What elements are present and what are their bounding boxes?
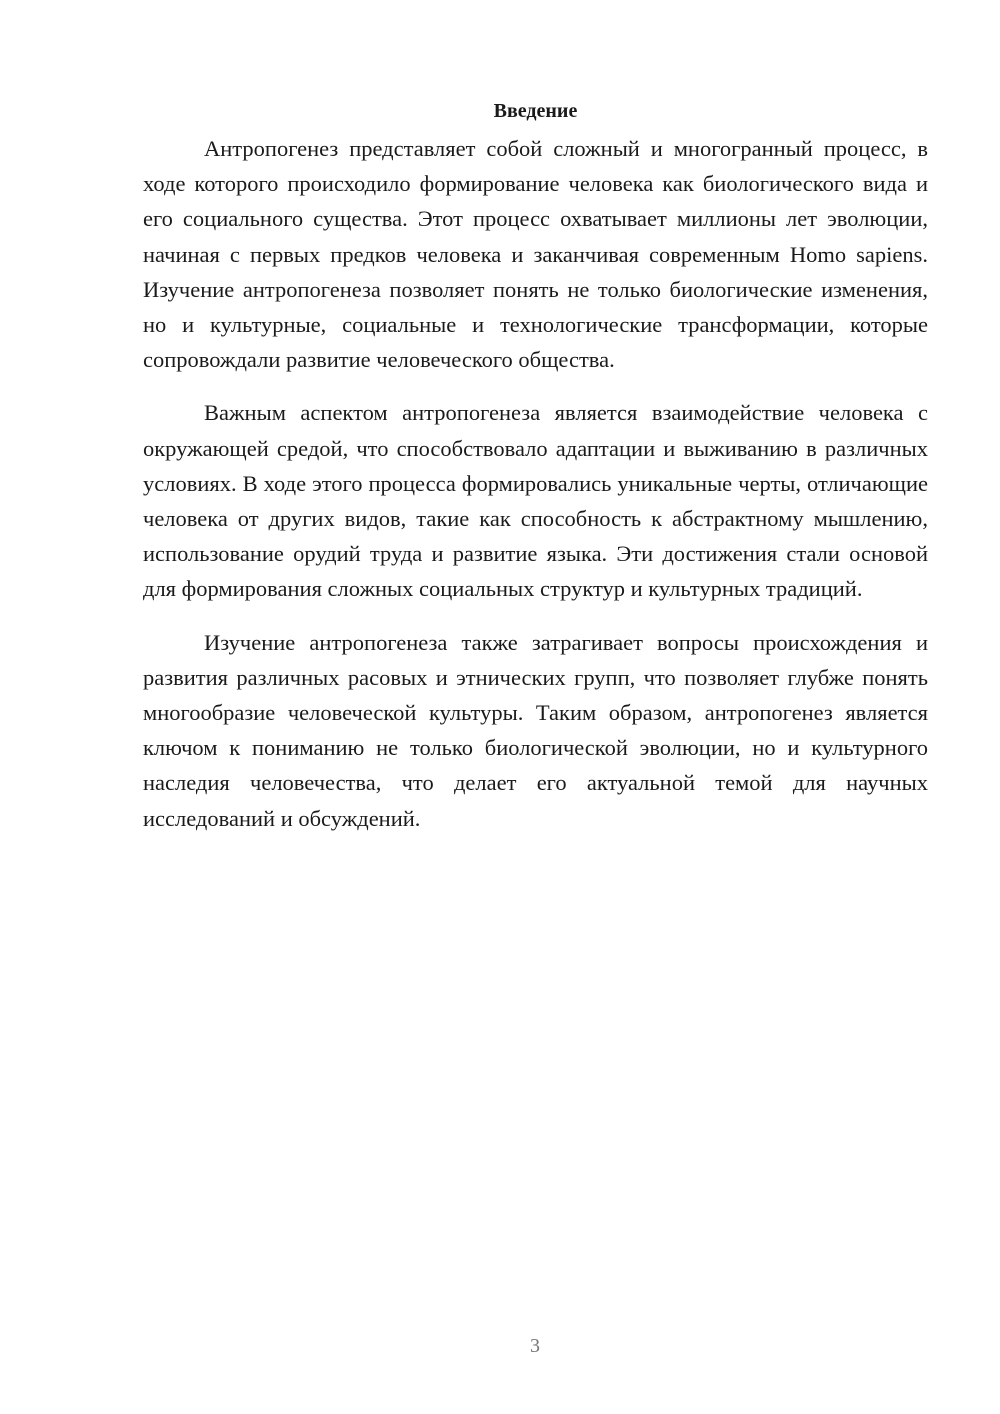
section-heading: Введение: [493, 100, 578, 122]
page-number: 3: [530, 1335, 540, 1357]
paragraph-2: Важным аспектом антропогенеза является взаимодействие человека с окружающей средой, что способствовало адаптации и выживанию в различных условиях. В ходе этого процесса формировались уникальные черты, отличающие человека от других видов, такие как способность к абстрактному мышлению, использование орудий труда и развитие языка. Эти достижения стали основой для формирования сложных социальных структур и культурных традиций.: [143, 400, 928, 602]
paragraph-1: Антропогенез представляет собой сложный и многогранный процесс, в ходе которого происходило формирование человека как биологического вида и его социального существа. Этот процесс охватывает миллионы лет эволюции, начиная с первых предков человека и заканчивая современным Homo sapiens. Изучение антропогенеза позволяет понять не только биологические изменения, но и культурные, социальные и технологические трансформации, которые сопровождали развитие человеческого общества.: [143, 136, 928, 373]
paragraph-3: Изучение антропогенеза также затрагивает вопросы происхождения и развития различных расовых и этнических групп, что позволяет глубже понять многообразие человеческой культуры. Таким образом, антропогенез является ключом к пониманию не только биологической эволюции, но и культурного наследия человечества, что делает его актуальной темой для научных исследований и обсуждений.: [143, 629, 928, 831]
page-content: [143, 96, 928, 854]
